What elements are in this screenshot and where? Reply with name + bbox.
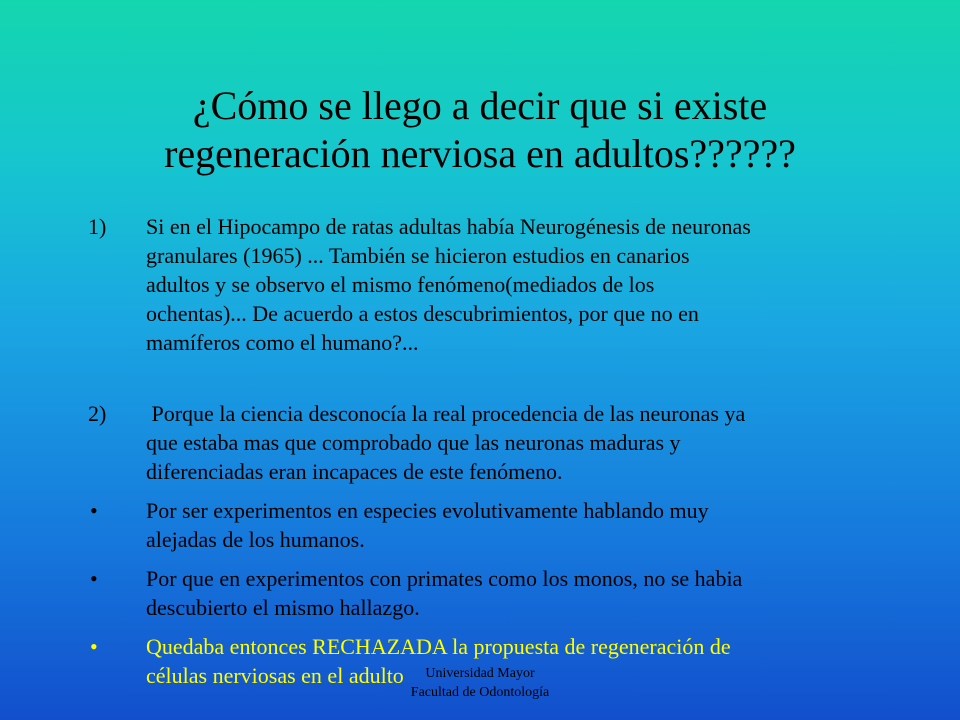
footer-university: Universidad Mayor <box>425 666 535 681</box>
bullet-icon: • <box>90 498 98 523</box>
footer-faculty: Facultad de Odontología <box>410 685 550 700</box>
slide-title <box>60 82 900 178</box>
slide-body <box>88 212 898 690</box>
bullet-item-2-text <box>146 564 742 622</box>
bullet-item-3-line-2: células nerviosas en el adulto <box>146 663 404 688</box>
list-item-1 <box>88 212 898 357</box>
list-item-1-line-1: Si en el Hipocampo de ratas adultas había Neurogénesis de neuronas <box>146 214 751 239</box>
bullet-item-2 <box>88 564 898 622</box>
list-item-2 <box>88 399 898 486</box>
bullet-icon: • <box>90 634 98 659</box>
list-item-1-line-3: adultos y se observo el mismo fenómeno(mediados de los <box>146 272 655 297</box>
list-item-1-line-5: mamíferos como el humano?... <box>146 330 419 355</box>
slide-footer <box>300 664 660 702</box>
list-item-2-line-2: que estaba mas que comprobado que las neuronas maduras y <box>146 430 681 455</box>
list-item-1-text <box>146 212 751 357</box>
list-item-1-line-4: ochentas)... De acuerdo a estos descubrimientos, por que no en <box>146 301 699 326</box>
bullet-item-1-line-1: Por ser experimentos en especies evolutivamente hablando muy <box>146 498 709 523</box>
list-number-2: 2) <box>88 401 107 426</box>
list-item-2-line-3: diferenciadas eran incapaces de este fenómeno. <box>146 459 563 484</box>
slide-title-line-2: regeneración nerviosa en adultos?????? <box>164 131 796 176</box>
bullet-item-2-line-2: descubierto el mismo hallazgo. <box>146 595 420 620</box>
list-number-1: 1) <box>88 214 107 239</box>
bullet-item-3-line-1: Quedaba entonces RECHAZADA la propuesta de regeneración de <box>146 634 731 659</box>
bullet-item-1-line-2: alejadas de los humanos. <box>146 527 365 552</box>
list-item-1-line-2: granulares (1965) ... También se hicieron estudios en canarios <box>146 243 690 268</box>
bullet-item-1 <box>88 496 898 554</box>
list-item-2-line-1: Porque la ciencia desconocía la real procedencia de las neuronas ya <box>146 401 746 426</box>
list-item-2-text <box>146 399 745 486</box>
bullet-icon: • <box>90 566 98 591</box>
bullet-item-1-text <box>146 496 709 554</box>
bullet-item-2-line-1: Por que en experimentos con primates como los monos, no se habia <box>146 566 743 591</box>
slide-title-line-1: ¿Cómo se llego a decir que si existe <box>192 83 768 128</box>
